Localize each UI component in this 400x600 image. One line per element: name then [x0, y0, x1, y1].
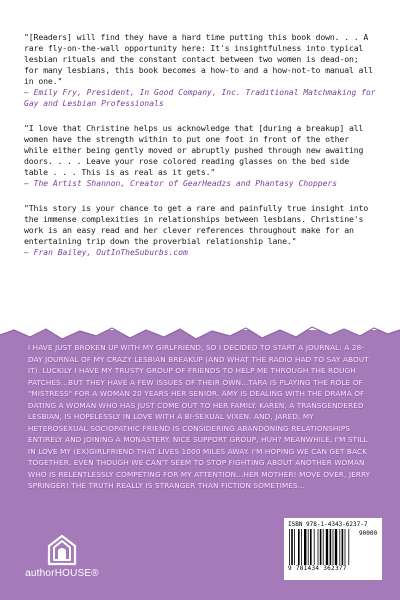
review-attribution: — Fran Bailey, OutInTheSuburbs.com	[24, 248, 188, 257]
authorhouse-logo-icon	[45, 534, 79, 566]
publisher-block	[22, 534, 102, 579]
barcode-box	[284, 518, 382, 580]
review-quote-2	[24, 123, 376, 189]
review-text: "I love that Christine helps us acknowledge that [during a breakup] all women have the strength within to put one foot in front of the other while either being gently moved or abruptly pushed through new awaiting doors. . . . Leave your rose colored reading glasses on the bed side table . . . This is as real as it gets."	[24, 123, 364, 177]
review-text: "[Readers] will find they have a hard time putting this book down. . . A rare fly-on-the-wall opportunity here: It's insightfulness into typical lesbian rituals and the constant contact between two women is dead-on; for many lesbians, this book becomes a how-to and a how-not-to manual all in one."	[24, 32, 373, 86]
publisher-name: authorHOUSE®	[25, 568, 99, 579]
barcode-number: 9 781434 362377	[288, 565, 347, 572]
review-text: "This story is your chance to get a rare and painfully true insight into the immense complexities in relationships between lesbians. Christine's work is an easy read and her clever references throughout make for an entertaining trip down the proverbial relationship lane."	[24, 203, 369, 246]
review-quote-3	[24, 203, 376, 258]
book-description: I HAVE JUST BROKEN UP WITH MY GIRLFRIEND, SO I DECIDED TO START A JOURNAL: A 28-DAY JOURNAL OF MY CRAZY LESBIAN BREAKUP (AND WHAT THE RADIO HAD TO SAY ABOUT IT). LUCKILY I HAVE MY TRUSTY GROUP OF FRIENDS TO HELP ME THROUGH THE ROUGH PATCHES...BUT THEY HAVE A FEW ISSUES OF THEIR OWN...TARA IS PLAYING THE ROLE OF "MISTRESS" FOR A WOMAN 20 YEARS HER SENIOR. AMY IS DEALING WITH THE DRAMA OF DATING A WOMAN WHO HAS JUST COME OUT TO HER FAMILY. KAREN, A TRANSGENDERED LESBIAN, IS HOPELESSLY IN LOVE WITH A BI-SEXUAL VIXEN. AND, JARED, MY HETEROSEXUAL SOCIOPATHIC FRIEND IS CONSIDERING ABANDONING RELATIONSHIPS ENTIRELY AND JOINING A MONASTERY. NICE SUPPORT GROUP, HUH? MEANWHILE, I'M STILL IN LOVE MY (EX)GIRLFRIEND THAT LIVES 1000 MILES AWAY. I'M HOPING WE CAN GET BACK TOGETHER, EVEN THOUGH WE CAN'T SEEM TO STOP FIGHTING ABOUT ANOTHER WOMAN WHO IS RELENTLESSLY COMPETING FOR MY ATTENTION...HER MOTHER! MOVE OVER, JERRY SPRINGER! THE TRUTH REALLY IS STRANGER THAN FICTION SOMETIMES...	[28, 343, 371, 490]
review-attribution: — Emily Fry, President, In Good Company, Inc. Traditional Matchmaking for Gay and Lesbian Professionals	[24, 88, 376, 108]
isbn-label: ISBN 978-1-4343-6237-7	[288, 521, 368, 528]
price-code: 90000	[359, 530, 378, 537]
barcode-icon	[288, 529, 356, 565]
review-quote-1	[24, 32, 376, 109]
review-attribution: — The Artist Shannon, Creator of GearHeadzs and Phantasy Choppers	[24, 179, 338, 188]
